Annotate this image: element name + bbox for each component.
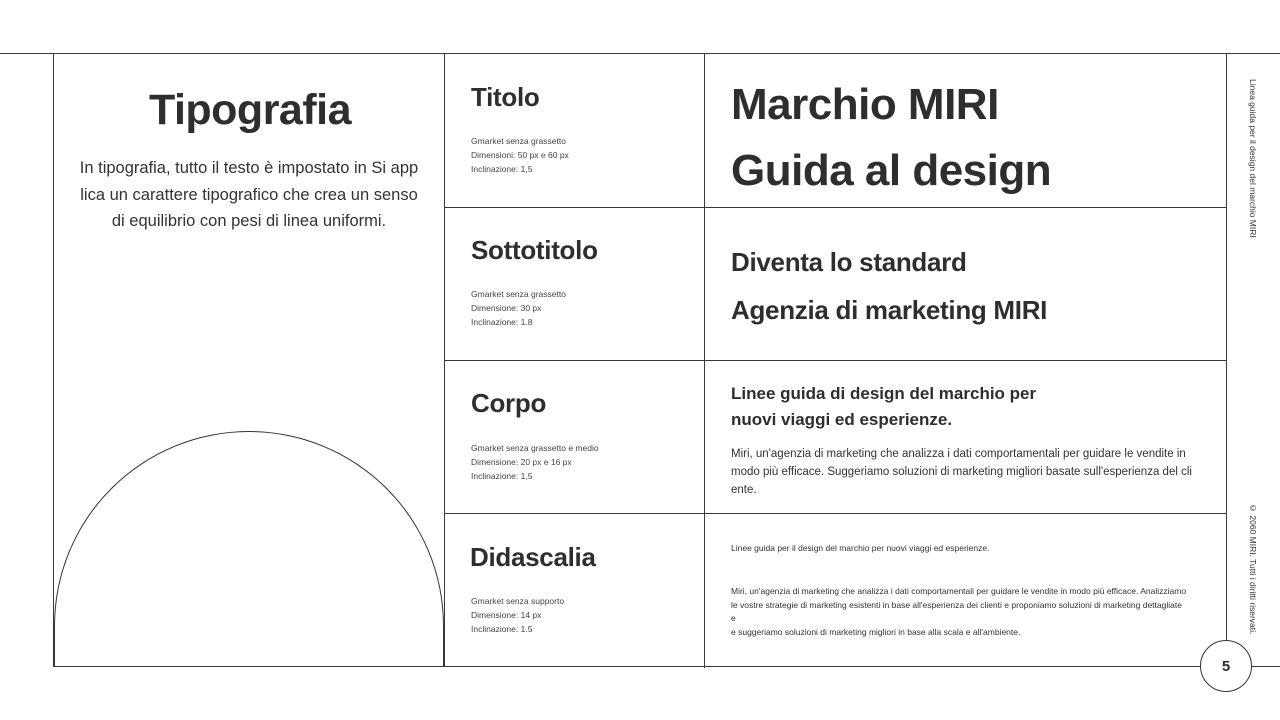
column-divider-1 (444, 53, 445, 666)
sample-title-line: Marchio MIRI (731, 80, 999, 129)
row-specs-corpo (471, 441, 599, 483)
row-specs-didascalia (471, 594, 564, 636)
row-divider-2 (445, 360, 1226, 361)
sample-subtitle-line: Diventa lo standard (731, 247, 967, 277)
sample-caption-line: e suggeriamo soluzioni di marketing migliori in base alla scala e all'ambiente. (731, 627, 1021, 638)
column-divider-2 (704, 53, 705, 668)
frame-top-line (0, 53, 1280, 54)
spec-leading: Inclinazione: 1.8 (471, 317, 533, 327)
section-description: In tipografia, tutto il testo è impostato in Si applica un carattere tipografico che crea un senso di equilibrio con pesi di linea uniformi. (79, 159, 419, 230)
sample-subtitle-line: Agenzia di marketing MIRI (731, 295, 1048, 325)
spec-font: Gmarket senza supporto (471, 596, 565, 606)
sample-title (731, 72, 1051, 204)
sample-caption-heading: Linee guida per il design del marchio per nuovi viaggi ed esperienze. (731, 543, 990, 553)
row-divider-3 (445, 513, 1226, 514)
row-title-sottotitolo: Sottotitolo (471, 235, 598, 265)
sidebar-copyright: © 2060 MIRI. Tutti i diritti riservati. (1248, 503, 1258, 635)
page-number: 5 (1200, 640, 1252, 692)
row-title-didascalia: Didascalia (470, 542, 596, 572)
row-specs-sottotitolo (471, 287, 566, 329)
sample-caption-line: le vostre strategie di marketing esistenti in base all'esperienza dei clienti e proponiamo soluzioni di marketing dettagliate (731, 599, 1182, 610)
sample-body-text: Miri, un'agenzia di marketing che analizza i dati comportamentali per guidare le vendite in modo più efficace. Suggeriamo soluzioni di marketing migliori basate sull'esperienza del cliente. (731, 448, 1192, 496)
frame-left-line (53, 53, 54, 666)
frame-bottom-line (53, 666, 1280, 667)
sample-caption-text (731, 585, 1201, 640)
row-title-titolo: Titolo (471, 82, 540, 112)
sample-title-line: Guida al design (731, 146, 1052, 195)
spec-font: Gmarket senza grassetto (471, 136, 566, 146)
sidebar-guideline-label: Linea guida per il design del marchio MIRI (1248, 79, 1258, 238)
section-title: Tipografia (148, 86, 352, 134)
row-divider-1 (445, 207, 1226, 208)
spec-size: Dimensione: 30 px (471, 303, 542, 313)
arch-decoration (54, 431, 444, 666)
sample-body-heading (731, 381, 1036, 433)
spec-font: Gmarket senza grassetto e medio (471, 443, 599, 453)
row-title-corpo: Corpo (471, 388, 547, 418)
sample-body-heading-line: Linee guida di design del marchio per (731, 384, 1037, 403)
spec-size: Dimensioni: 50 px e 60 px (471, 150, 569, 160)
spec-leading: Inclinazione: 1.5 (471, 624, 533, 634)
column-divider-3 (1226, 53, 1227, 640)
sample-caption-line: e (731, 613, 736, 624)
row-specs-titolo (471, 134, 569, 176)
spec-size: Dimensione: 14 px (471, 610, 542, 620)
spec-size: Dimensione: 20 px e 16 px (471, 457, 572, 467)
sample-caption-line: Miri, un'agenzia di marketing che analizza i dati comportamentali per guidare le vendite in modo più efficace. Analizziamo (731, 586, 1187, 596)
spec-leading: Inclinazione: 1,5 (471, 164, 533, 174)
spec-font: Gmarket senza grassetto (471, 289, 566, 299)
sample-subtitle (731, 238, 1047, 334)
sample-body-heading-line: nuovi viaggi ed esperienze. (731, 410, 953, 429)
spec-leading: Inclinazione: 1,5 (471, 471, 533, 481)
